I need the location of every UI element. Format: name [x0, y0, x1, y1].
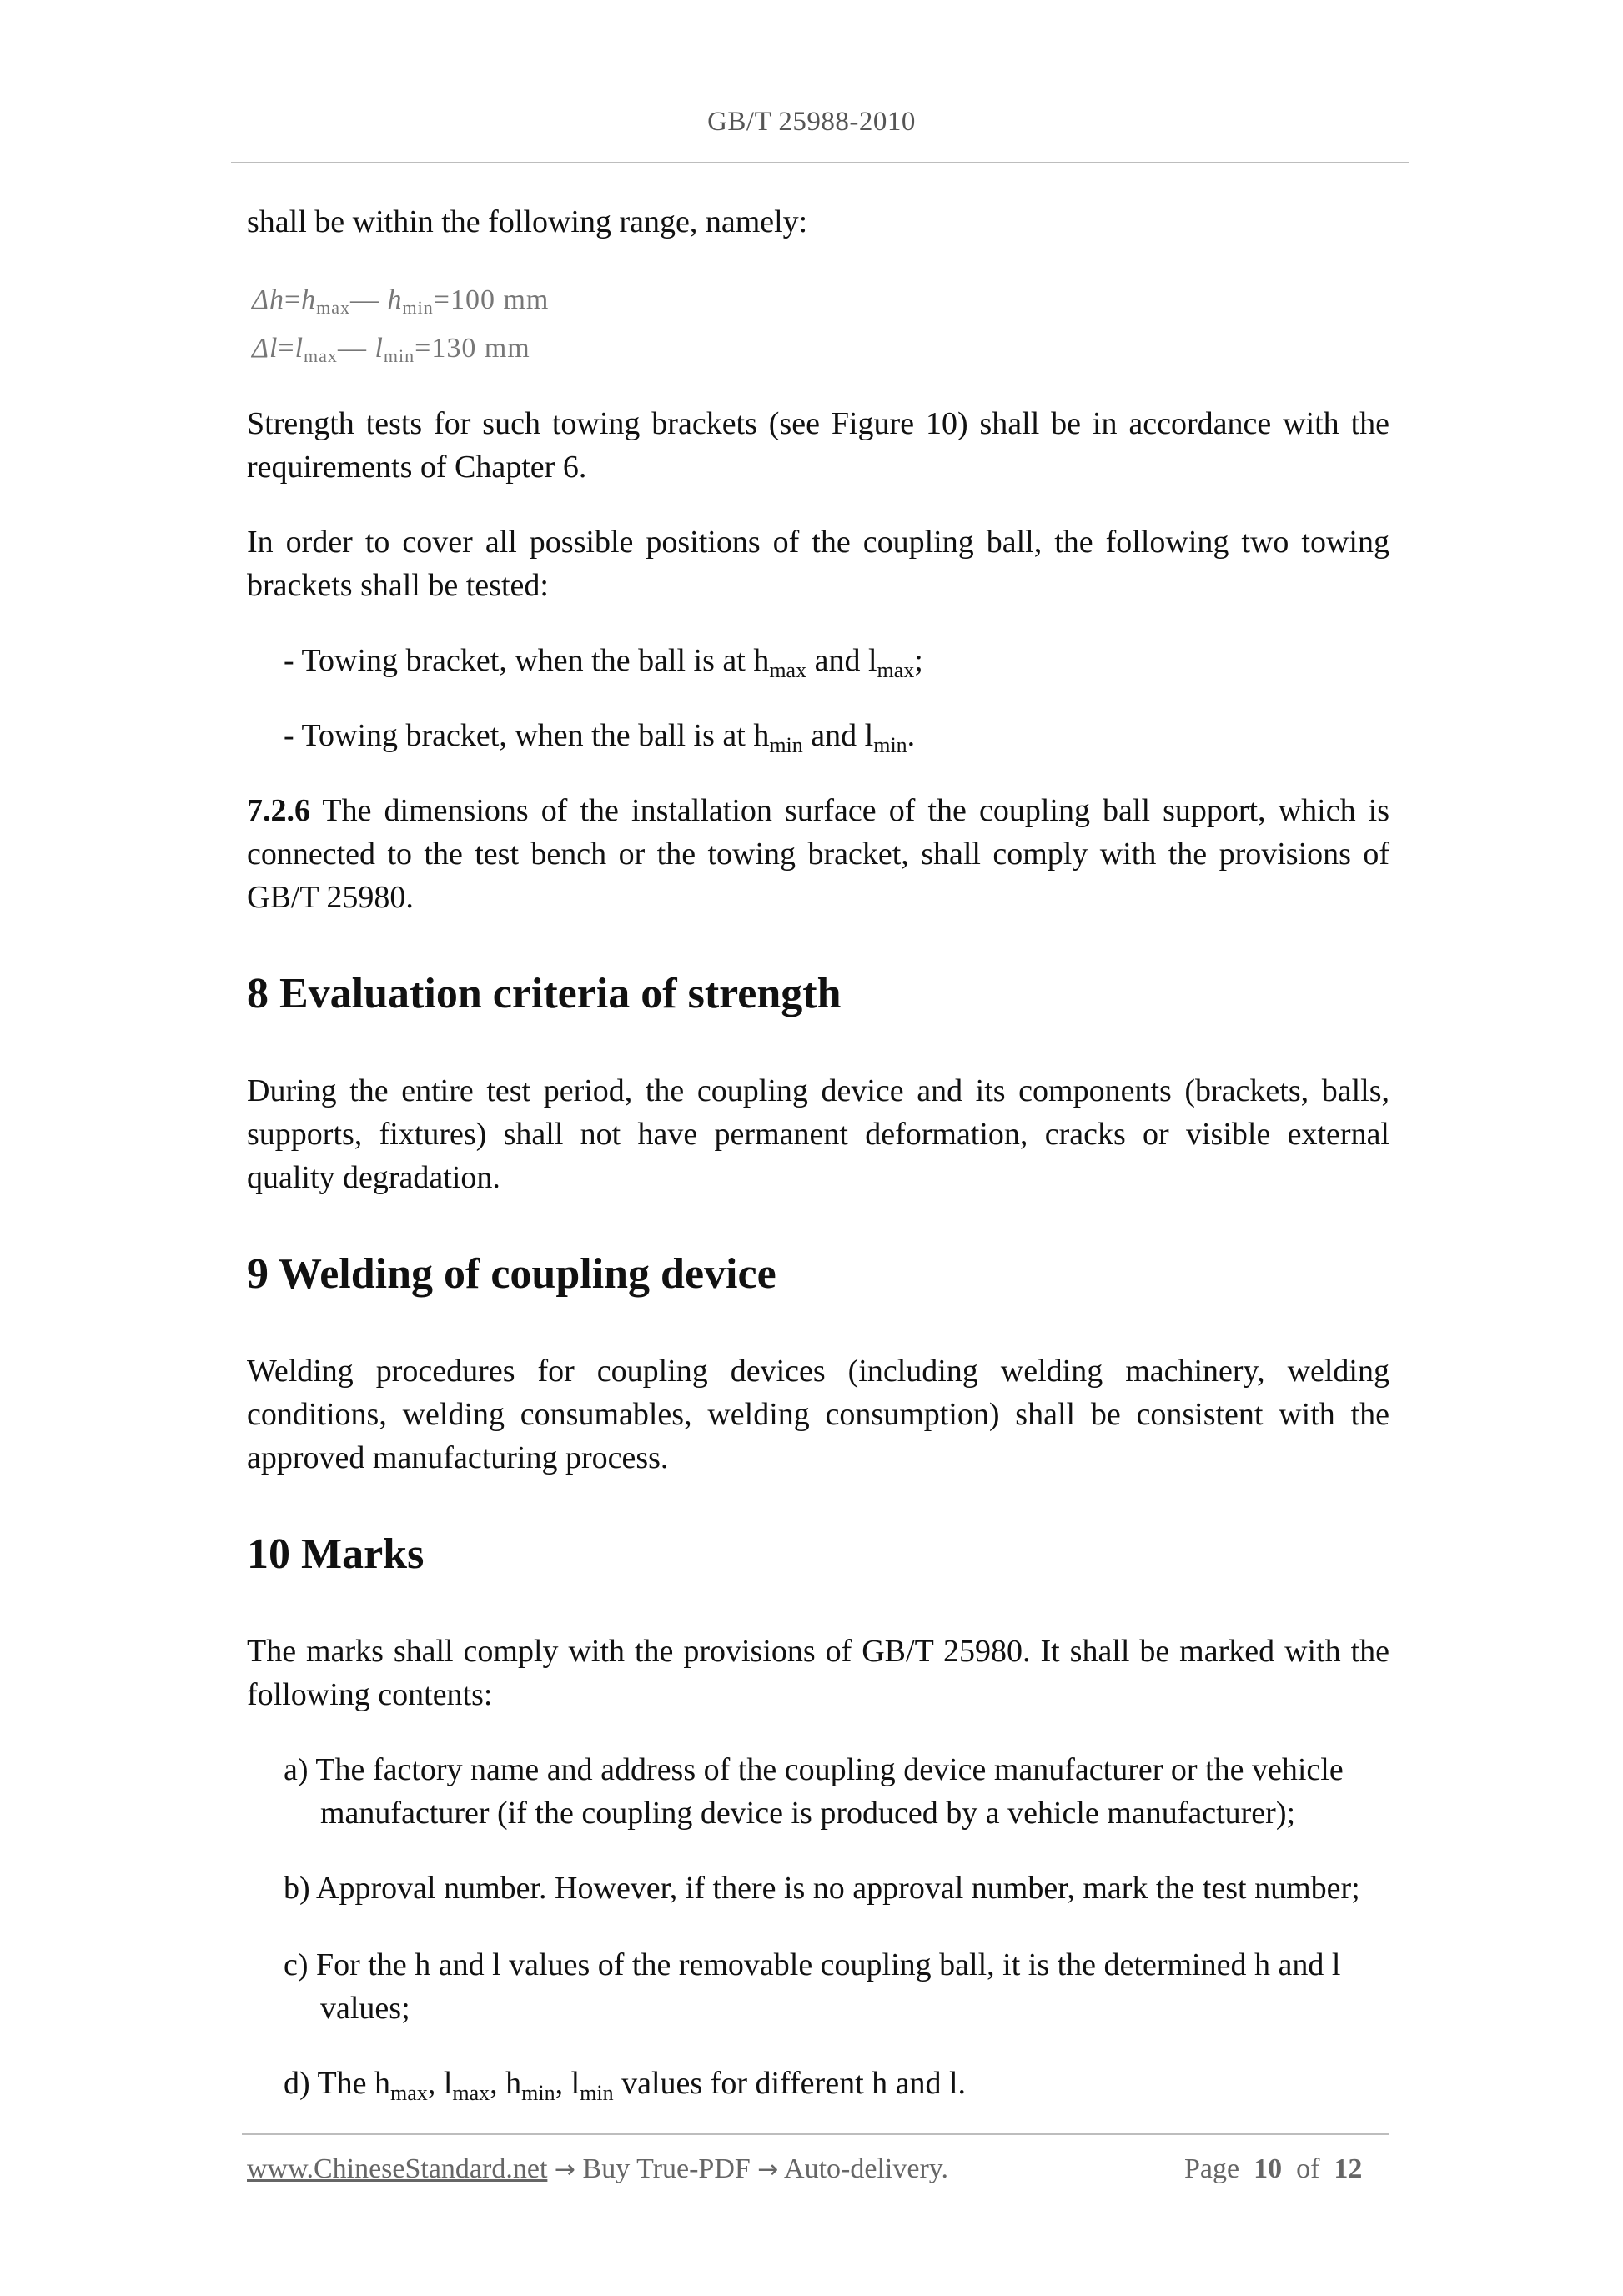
section-8-text: During the entire test period, the coupling device and its components (brackets, balls, supports, fixtures) shall not have permanent deformation, cracks or visible external quality degradation.: [247, 1073, 1389, 1195]
arrow-right-icon: →: [757, 2155, 779, 2184]
list-item: - Towing bracket, when the ball is at $h_{max}$ and $l_{max}$;: [284, 643, 923, 682]
list-item-b: b) Approval number. However, if there is no approval number, mark the test number;: [284, 1871, 1360, 1906]
header-divider: [231, 162, 1409, 163]
paragraph-cover-positions: In order to cover all possible positions of the coupling ball, the following two towing brackets shall be tested:: [247, 525, 1389, 603]
formula-value: 100 mm: [450, 284, 550, 315]
formula-value: 130 mm: [431, 333, 530, 364]
section-heading-9: 9 Welding of coupling device: [247, 1250, 776, 1298]
formula-delta-h: $\Delta h=h_{max}—$ $h_{min}=100$ mm: [252, 284, 550, 318]
formula-delta-l: $\Delta l=l_{max}—$ $l_{min}=130$ mm: [252, 333, 530, 366]
auto-delivery-text: Auto-delivery.: [784, 2153, 949, 2184]
section-9-text: Welding procedures for coupling devices (including welding machinery, welding conditions, welding consumables, welding consumption) shall be consistent with the approved manufacturing process.: [247, 1354, 1389, 1475]
site-link[interactable]: www.ChineseStandard.net: [247, 2153, 548, 2184]
list-item-d: d) The $h_{max}$, $l_{max}$, $h_{min}$, $l_{min}$ values for different h and l.: [284, 2066, 967, 2105]
section-heading-10: 10 Marks: [247, 1530, 425, 1578]
list-item-a: a) The factory name and address of the coupling device manufacturer or the vehicle manufacturer (if the coupling device is produced by a vehicle manufacturer);: [284, 1752, 1344, 1831]
paragraph-strength-tests: Strength tests for such towing brackets (see Figure 10) shall be in accordance with the requirements of Chapter 6.: [247, 406, 1389, 485]
buy-true-pdf-link[interactable]: Buy True-PDF: [582, 2153, 751, 2184]
page-header: [0, 107, 1623, 138]
section-10-text: The marks shall comply with the provisions of GB/T 25980. It shall be marked with the following contents:: [247, 1634, 1389, 1712]
formula-lhs: Δl: [252, 333, 279, 364]
page-total: 12: [1334, 2153, 1363, 2184]
document-id: GB/T 25988-2010: [707, 107, 916, 137]
formula-lhs: Δh: [252, 284, 284, 315]
page-number: 10: [1254, 2153, 1283, 2184]
clause-number: 7.2.6: [247, 793, 310, 828]
intro-line: shall be within the following range, namely:: [247, 204, 808, 239]
list-item: - Towing bracket, when the ball is at $h_{min}$ and $l_{min}$.: [284, 718, 916, 757]
section-heading-8: 8 Evaluation criteria of strength: [247, 970, 842, 1017]
arrow-right-icon: →: [554, 2155, 576, 2184]
clause-7-2-6: [247, 789, 1389, 919]
footer-links: [247, 2153, 948, 2185]
clause-text: The dimensions of the installation surface of the coupling ball support, which is connected to the test bench or the towing bracket, shall comply with the provisions of GB/T 25980.: [247, 793, 1389, 915]
footer-divider: [242, 2133, 1389, 2135]
list-item-c: c) For the h and l values of the removable coupling ball, it is the determined h and l values;: [284, 1947, 1341, 2026]
page-indicator: Page 10 of 12: [1184, 2153, 1363, 2184]
